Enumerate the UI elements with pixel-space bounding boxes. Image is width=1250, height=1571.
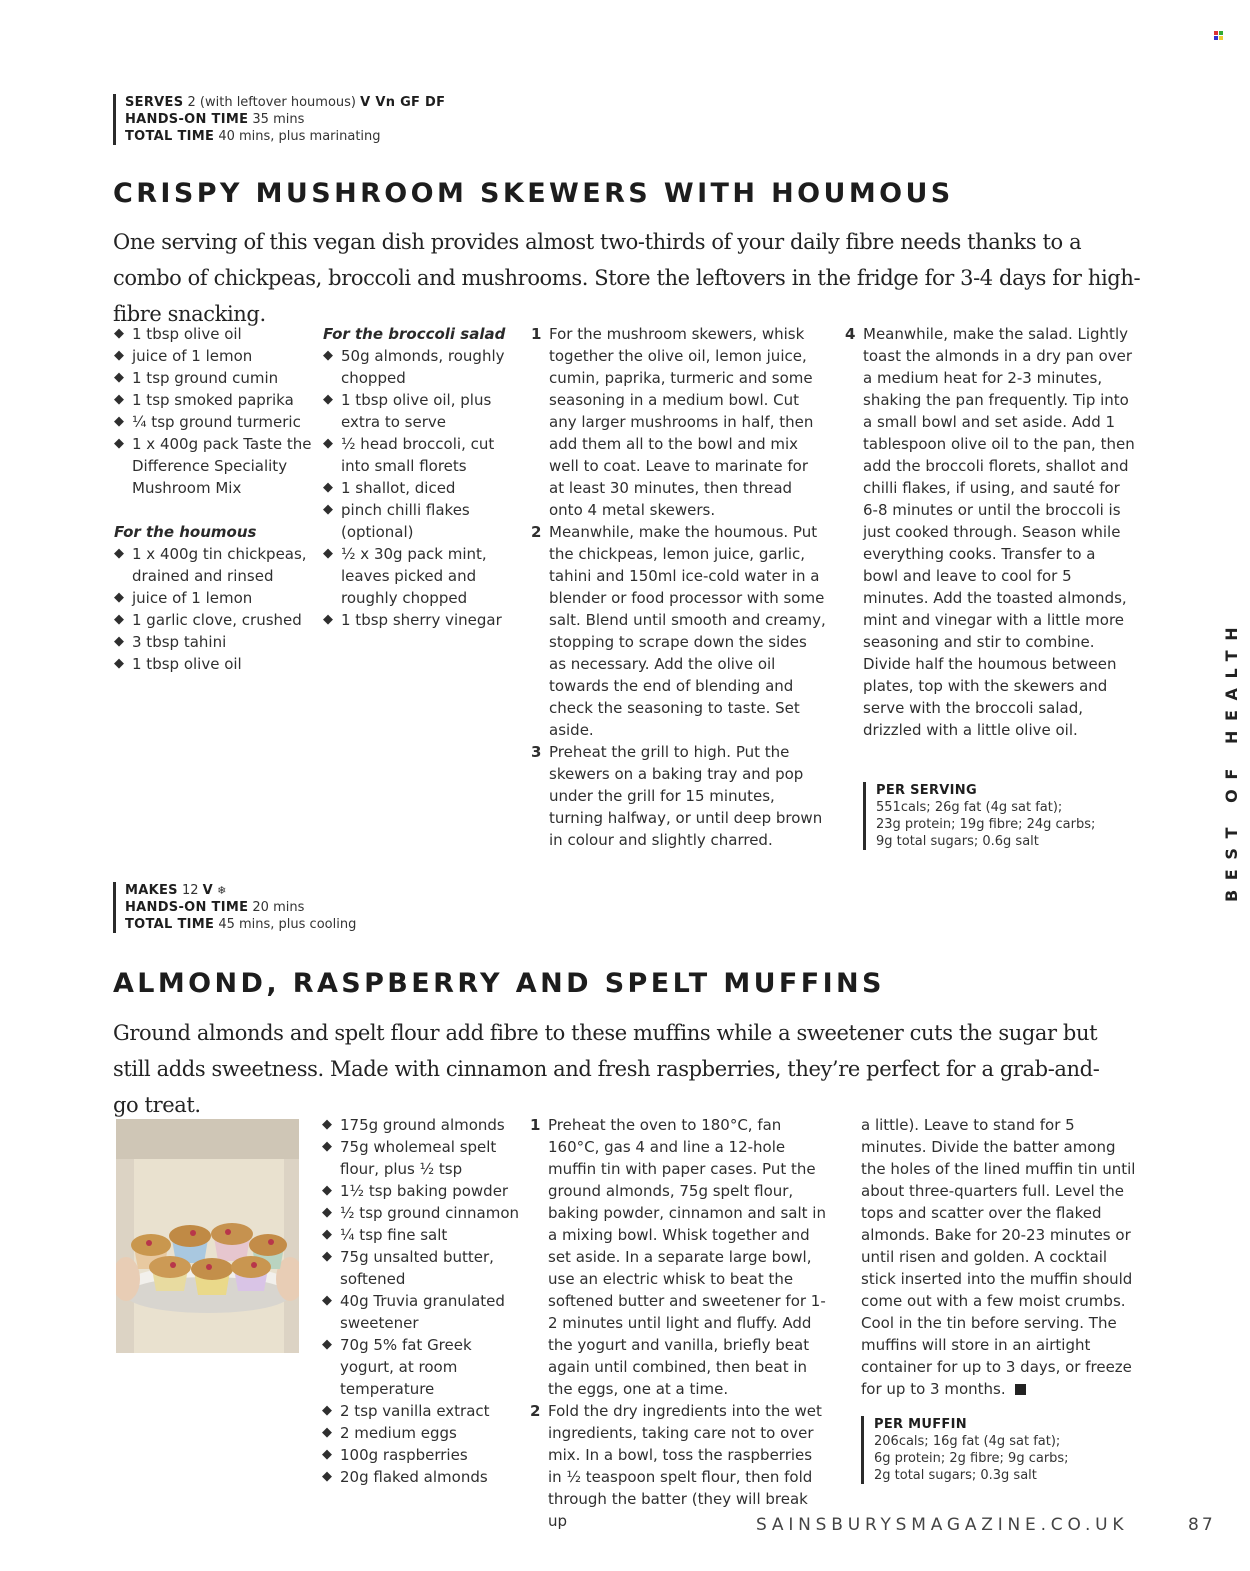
recipe1-ingredients-main [114,323,319,675]
recipe1-intro: One serving of this vegan dish provides almost two-thirds of your daily fibre needs thanks to a combo of chickpeas, broccoli and mushrooms. Store the leftovers in the fridge for 3-4 days for high-fibre snacking. [113,230,1141,326]
snowflake-icon: ❄ [217,884,227,897]
diamond-bullet-icon: ◆ [114,392,124,407]
method-continued: a little). Leave to stand for 5 minutes. Divide the batter among the holes of the lined muffin tin until about three-quarters full. Level the tops and scatter over the flaked almonds. Bake for 20-23 minutes or until risen and golden. A cocktail stick inserted into the muffin should come out with a few moist crumbs. Cool in the tin before serving. The muffins will store in an airtight container for up to 3 days, or freeze for up to 3 months. [861,1116,1136,1398]
ingredient-item: ◆ juice of 1 lemon [114,589,253,607]
section-label: BEST OF HEALTH [1222,617,1241,902]
diamond-bullet-icon: ◆ [322,1183,332,1198]
ingredient-item: ◆ 2 medium eggs [322,1424,457,1442]
recipe2-method-col1 [530,1114,826,1532]
diamond-bullet-icon: ◆ [322,1117,332,1132]
end-square-icon [1015,1384,1026,1395]
ingredient-item: ◆ 3 tbsp tahini [114,633,227,651]
diamond-bullet-icon: ◆ [322,1469,332,1484]
ingredient-item: ◆ 1 x 400g pack Taste the Difference Speciality Mushroom Mix [114,435,312,497]
method-step: 1 Preheat the oven to 180°C, fan 160°C, gas 4 and line a 12-hole muffin tin with paper cases. Put the ground almonds, 75g spelt flour, baking powder, cinnamon and salt in a mixing bowl. Whisk together and set aside. In a separate large bowl, use an electric whisk to beat the softened butter and sweetener for 1-2 minutes until light and fluffy. Add the yogurt and vanilla, briefly beat again until combined, then beat in the eggs, one at a time. [530,1116,826,1398]
diamond-bullet-icon: ◆ [323,612,333,627]
diet-tags: V Vn GF DF [360,95,446,110]
ingredient-item: ◆ ½ x 30g pack mint, leaves picked and roughly chopped [323,545,487,607]
color-mark-icon [1214,31,1223,40]
page-number: 87 [1188,1515,1216,1535]
method-step: 4 Meanwhile, make the salad. Lightly toast the almonds in a dry pan over a medium heat for 2-3 minutes, shaking the pan frequently. Tip into a small bowl and set aside. Add 1 tablespoon olive oil to the pan, then add the broccoli florets, shallot and chilli flakes, if using, and sauté for 6-8 minutes or until the broccoli is just cooked through. Season while everything cooks. Transfer to a bowl and leave to cool for 5 minutes. Add the toasted almonds, mint and vinegar with a little more seasoning and stir to combine. Divide half the houmous between plates, top with the skewers and serve with the broccoli salad, drizzled with a little olive oil. [845,325,1135,739]
diamond-bullet-icon: ◆ [114,414,124,429]
ingredient-item: ◆ 2 tsp vanilla extract [322,1402,490,1420]
ingredient-item: ◆ 1 tbsp olive oil [114,325,242,343]
recipe2-ingredients [322,1114,522,1488]
ingredient-item: ◆ 175g ground almonds [322,1116,505,1134]
ingredient-item: ◆ 20g flaked almonds [322,1468,488,1486]
diamond-bullet-icon: ◆ [114,634,124,649]
ingredient-item: ◆ 75g wholemeal spelt flour, plus ½ tsp [322,1138,497,1178]
recipe2-meta: MAKES 12 V ❄ HANDS-ON TIME 20 mins TOTAL TIME 45 mins, plus cooling [113,882,356,933]
diamond-bullet-icon: ◆ [323,546,333,561]
ingredient-item: ◆ 1 tbsp olive oil [114,655,242,673]
diamond-bullet-icon: ◆ [322,1293,332,1308]
diamond-bullet-icon: ◆ [114,590,124,605]
recipe1-title: CRISPY MUSHROOM SKEWERS WITH HOUMOUS [113,178,954,209]
diamond-bullet-icon: ◆ [322,1447,332,1462]
diamond-bullet-icon: ◆ [114,436,124,451]
recipe1-method-col1 [531,323,827,851]
recipe2-intro: Ground almonds and spelt flour add fibre to these muffins while a sweetener cuts the sugar but still adds sweetness. Made with cinnamon and fresh raspberries, they’re perfect for a grab-and-go treat. [113,1021,1100,1117]
diamond-bullet-icon: ◆ [323,480,333,495]
recipe1-method-col2 [845,323,1135,741]
diamond-bullet-icon: ◆ [322,1403,332,1418]
diamond-bullet-icon: ◆ [114,546,124,561]
ingredient-item: ◆ ¼ tsp fine salt [322,1226,448,1244]
diamond-bullet-icon: ◆ [322,1249,332,1264]
ingredient-item: ◆ 40g Truvia granulated sweetener [322,1292,505,1332]
method-step: 3 Preheat the grill to high. Put the skewers on a baking tray and pop under the grill for 15 minutes, turning halfway, or until deep brown in colour and slightly charred. [531,743,823,849]
ingredient-item: ◆ 100g raspberries [322,1446,468,1464]
muffins-photo-image [116,1119,299,1353]
recipe2-method-col2 [861,1114,1137,1400]
ingredient-item: ◆ 70g 5% fat Greek yogurt, at room temperature [322,1336,472,1398]
recipe1-meta: SERVES 2 (with leftover houmous) V Vn GF DF HANDS-ON TIME 35 mins TOTAL TIME 40 mins, plus marinating [113,94,445,145]
diamond-bullet-icon: ◆ [114,656,124,671]
diamond-bullet-icon: ◆ [322,1227,332,1242]
recipe2-nutrition: PER MUFFIN 206cals; 16g fat (4g sat fat); 6g protein; 2g fibre; 9g carbs; 2g total sugars; 0.3g salt [861,1416,1069,1484]
houmous-heading: For the houmous [114,523,257,541]
ingredient-item: ◆ ¼ tsp ground turmeric [114,413,301,431]
diamond-bullet-icon: ◆ [114,612,124,627]
diamond-bullet-icon: ◆ [322,1337,332,1352]
ingredient-item: ◆ pinch chilli flakes (optional) [323,501,470,541]
diamond-bullet-icon: ◆ [323,436,333,451]
recipe1-nutrition: PER SERVING 551cals; 26g fat (4g sat fat); 23g protein; 19g fibre; 24g carbs; 9g total sugars; 0.6g salt [863,782,1095,850]
ingredient-item: ◆ 1 garlic clove, crushed [114,611,302,629]
diamond-bullet-icon: ◆ [323,392,333,407]
recipe1-ingredients-salad [323,323,515,631]
ingredient-item: ◆ 1 tsp smoked paprika [114,391,294,409]
ingredient-item: ◆ 1 shallot, diced [323,479,456,497]
method-step: 2 Meanwhile, make the houmous. Put the chickpeas, lemon juice, garlic, tahini and 150ml ice-cold water in a blender or food processor with some salt. Blend until smooth and creamy, stopping to scrape down the sides as necessary. Add the olive oil towards the end of blending and check the seasoning to taste. Set aside. [531,523,826,739]
ingredient-item: ◆ 1 x 400g tin chickpeas, drained and rinsed [114,545,307,585]
diet-tags: V [202,883,214,898]
footer-site: SAINSBURYSMAGAZINE.CO.UK [756,1515,1129,1535]
ingredient-item: ◆ ½ head broccoli, cut into small florets [323,435,495,475]
ingredient-item: ◆ 1 tbsp sherry vinegar [323,611,502,629]
recipe2-title: ALMOND, RASPBERRY AND SPELT MUFFINS [113,968,885,999]
diamond-bullet-icon: ◆ [114,326,124,341]
ingredient-item: ◆ ½ tsp ground cinnamon [322,1204,520,1222]
ingredient-item: ◆ juice of 1 lemon [114,347,253,365]
diamond-bullet-icon: ◆ [322,1425,332,1440]
ingredient-item: ◆ 1½ tsp baking powder [322,1182,509,1200]
diamond-bullet-icon: ◆ [323,348,333,363]
muffins-photo [116,1119,299,1353]
diamond-bullet-icon: ◆ [323,502,333,517]
diamond-bullet-icon: ◆ [322,1139,332,1154]
method-step: 1 For the mushroom skewers, whisk together the olive oil, lemon juice, cumin, paprika, turmeric and some seasoning in a medium bowl. Cut any larger mushrooms in half, then add them all to the bowl and mix well to coat. Leave to marinate for at least 30 minutes, then thread onto 4 metal skewers. [531,325,814,519]
diamond-bullet-icon: ◆ [114,348,124,363]
diamond-bullet-icon: ◆ [114,370,124,385]
diamond-bullet-icon: ◆ [322,1205,332,1220]
ingredient-item: ◆ 75g unsalted butter, softened [322,1248,494,1288]
ingredient-item: ◆ 1 tbsp olive oil, plus extra to serve [323,391,492,431]
ingredient-item: ◆ 50g almonds, roughly chopped [323,347,505,387]
salad-heading: For the broccoli salad [323,325,506,343]
method-step: 2 Fold the dry ingredients into the wet ingredients, taking care not to over mix. In a bowl, toss the raspberries in ½ teaspoon spelt flour, then fold through the batter (they will break up [530,1402,822,1530]
ingredient-item: ◆ 1 tsp ground cumin [114,369,279,387]
